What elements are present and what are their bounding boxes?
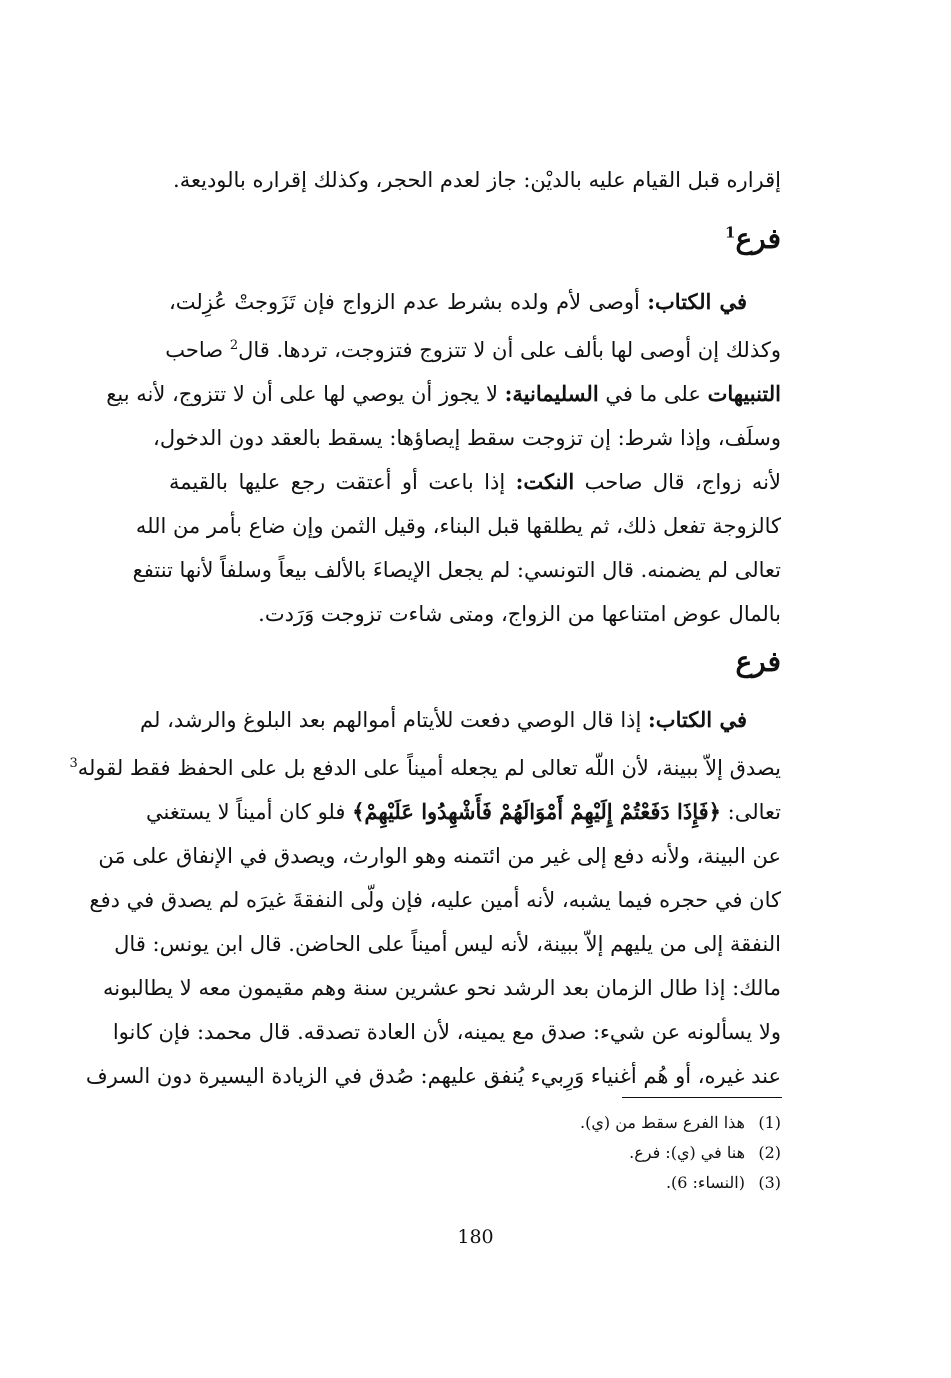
bold-term: في الكتاب: <box>647 289 747 314</box>
section-heading-2-text: فرع <box>735 645 781 678</box>
footnotes <box>580 1108 781 1198</box>
footnote <box>580 1108 781 1138</box>
bold-term: النكت: <box>515 469 575 494</box>
footnote-ref-1: 1 <box>725 223 736 242</box>
section-2-paragraph <box>69 698 781 1098</box>
line-text: أوصى لأم ولده بشرط عدم الزواج فإن تَزَوجتْ عُزِلت، <box>169 290 648 314</box>
line-text: صاحب <box>165 338 230 362</box>
bold-term: السليمانية: <box>504 381 599 406</box>
bold-term: في الكتاب: <box>648 707 747 732</box>
paragraph-line: النفقة إلى من يليهم إلاّ ببينة، لأنه ليس أميناً على الحاضن. قال ابن يونس: قال <box>114 932 781 956</box>
bold-term: التنبيهات <box>707 381 781 406</box>
intro-paragraph <box>169 158 781 202</box>
footnote <box>580 1138 781 1168</box>
line-text: يصدق إلاّ ببينة، لأن اللّه تعالى لم يجعله أميناً على الدفع بل على الحفظ فقط لقوله <box>77 756 781 780</box>
footnote-number: (1) <box>758 1113 781 1132</box>
line-text: إذا قال الوصي دفعت للأيتام أموالهم بعد البلوغ والرشد، لم <box>140 708 649 732</box>
section-heading-1-text: فرع <box>735 222 781 255</box>
paragraph-line <box>106 372 781 416</box>
line-text: على ما في <box>598 382 708 406</box>
paragraph-line: مالك: إذا طال الزمان بعد الرشد نحو عشرين سنة وهم مقيمون معه لا يطالبونه <box>102 976 781 1000</box>
footnote-separator <box>622 1097 782 1098</box>
line-text: فلو كان أميناً لا يستغني <box>146 800 353 824</box>
section-heading-2 <box>735 645 781 678</box>
paragraph-line: بالمال عوض امتناعها من الزواج، ومتى شاءت تزوجت وَرَدت. <box>258 602 781 626</box>
paragraph-line: عن البينة، ولأنه دفع إلى غير من ائتمنه وهو الوارث، ويصدق في الإنفاق على مَن <box>98 844 781 868</box>
section-heading-1 <box>725 222 781 255</box>
footnote-ref-3: 3 <box>69 756 78 771</box>
paragraph-line <box>169 460 781 504</box>
line-text: إذا باعت أو أعتقت رجع عليها بالقيمة <box>169 470 516 494</box>
footnote-number: (2) <box>758 1143 781 1162</box>
footnote-number: (3) <box>758 1173 781 1192</box>
paragraph-line <box>169 280 781 324</box>
page-number: 180 <box>457 1226 494 1248</box>
line-text: لا يجوز أن يوصي لها على أن لا تتزوج، لأنه بيع <box>106 382 505 406</box>
paragraph-line <box>69 742 781 790</box>
line-text: لأنه زواج، قال صاحب <box>574 470 781 494</box>
footnote-ref-2: 2 <box>229 338 239 353</box>
footnote <box>580 1168 781 1198</box>
footnote-text: هنا في (ي): فرع. <box>629 1143 745 1162</box>
quran-verse: ﴿فَإِذَا دَفَعْتُمْ إِلَيْهِمْ أَمْوَالَهُمْ فَأَشْهِدُوا عَلَيْهِمْ﴾ <box>352 799 721 824</box>
paragraph-line: ولا يسألونه عن شيء: صدق مع يمينه، لأن العادة تصدقه. قال محمد: فإن كانوا <box>112 1020 781 1044</box>
paragraph-line <box>146 790 781 834</box>
footnote-text: هذا الفرع سقط من (ي). <box>580 1113 745 1132</box>
paragraph-line: تعالى لم يضمنه. قال التونسي: لم يجعل الإيصاءَ بالألف بيعاً وسلفاً لأنها تنتفع <box>132 558 781 582</box>
line-text: تعالى: <box>720 800 781 824</box>
paragraph-line <box>140 698 781 742</box>
paragraph-line <box>165 324 781 372</box>
paragraph-line: وسلَف، وإذا شرط: إن تزوجت سقط إيصاؤها: يسقط بالعقد دون الدخول، <box>153 426 781 450</box>
line-text: وكذلك إن أوصى لها بألف على أن لا تتزوج فتزوجت، تردها. قال <box>238 338 781 362</box>
section-1-paragraph <box>106 280 781 636</box>
paragraph-line: عند غيره، أو هُم أغنياء وَرِبيء يُنفق عليهم: صُدق في الزيادة اليسيرة دون السرف <box>85 1064 781 1088</box>
paragraph-line: كان في حجره فيما يشبه، لأنه أمين عليه، فإن ولّى النفقةَ غيرَه لم يصدق في دفع <box>89 888 781 912</box>
intro-line: إقراره قبل القيام عليه بالديْن: جاز لعدم الحجر، وكذلك إقراره بالوديعة. <box>173 168 781 192</box>
footnote-text: (النساء: 6). <box>665 1173 745 1192</box>
paragraph-line: كالزوجة تفعل ذلك، ثم يطلقها قبل البناء، وقيل الثمن وإن ضاع بأمر من الله <box>135 514 781 538</box>
